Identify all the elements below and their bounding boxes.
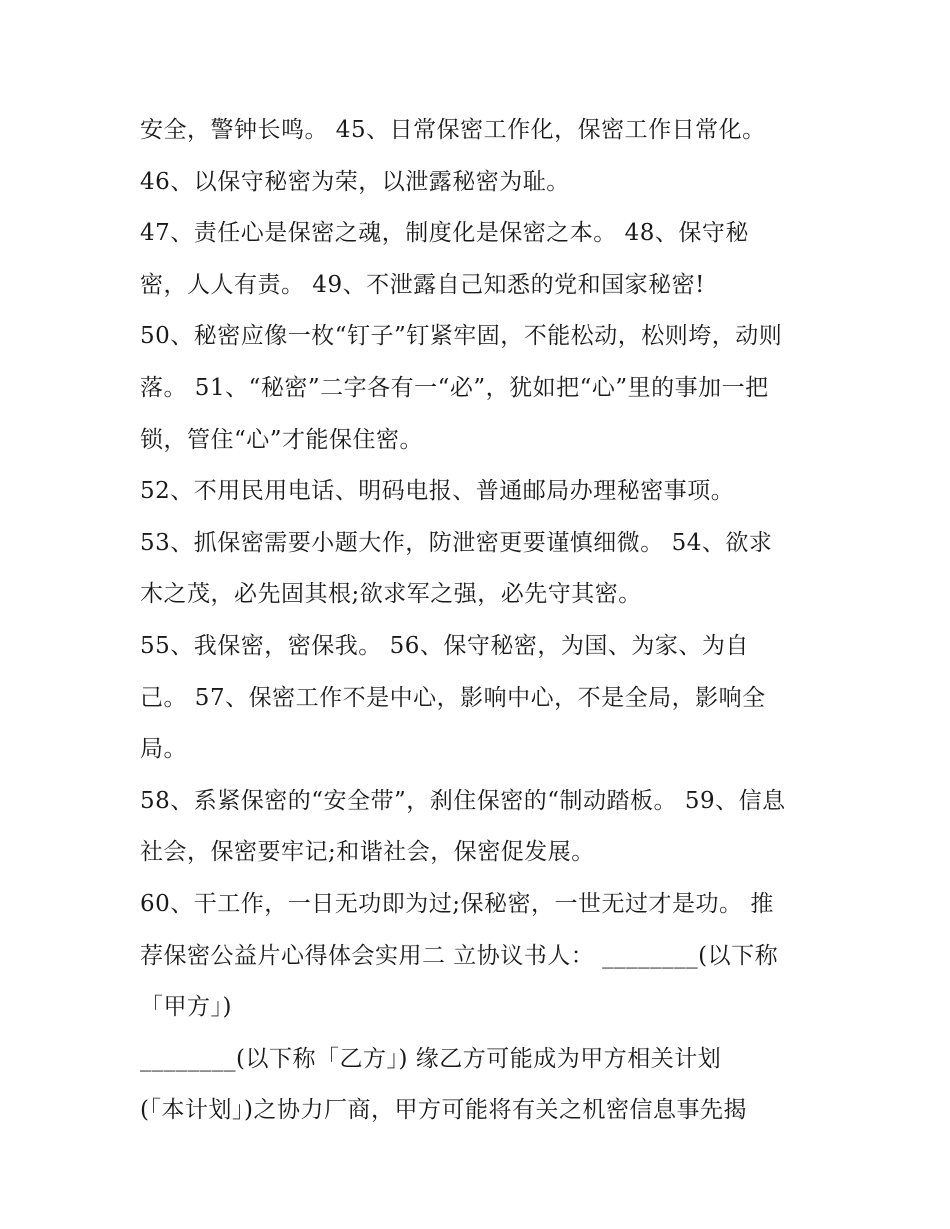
text-line: 社会，保密要牢记;和谐社会，保密促发展。 (140, 839, 595, 866)
text-line: 55、我保密，密保我。 56、保守秘密，为国、为家、为自 (140, 632, 749, 659)
text-line: 落。 51、“秘密”二字各有一“必”，犹如把“心”里的事加一把 (140, 374, 769, 401)
text-line: 局。 (140, 736, 187, 763)
text-line: 58、系紧保密的“安全带”，刹住保密的“制动踏板。 59、信息 (140, 787, 786, 814)
text-line: ________(以下称「乙方」) 缘乙方可能成为甲方相关计划 (140, 1045, 722, 1072)
text-line: 木之茂，必先固其根;欲求军之强，必先守其密。 (140, 581, 642, 608)
text-line: 己。 57、保密工作不是中心，影响中心，不是全局，影响全 (140, 684, 766, 711)
text-line: (「本计划」)之协力厂商，甲方可能将有关之机密信息事先揭 (140, 1097, 747, 1124)
text-line: 「甲方」) (140, 994, 232, 1021)
text-line: 荐保密公益片心得体会实用二 立协议书人： ________(以下称 (140, 942, 779, 969)
text-line: 安全，警钟长鸣。 45、日常保密工作化，保密工作日常化。 (140, 117, 766, 143)
text-line: 47、责任心是保密之魂，制度化是保密之本。 48、保守秘 (140, 220, 749, 247)
document-body (140, 107, 820, 1139)
text-line: 锁，管住“心”才能保住密。 (140, 426, 424, 453)
text-line: 52、不用民用电话、明码电报、普通邮局办理秘密事项。 (140, 478, 735, 505)
text-line: 密，人人有责。 49、不泄露自己知悉的党和国家秘密! (140, 271, 705, 298)
text-line: 50、秘密应像一枚“钉子”钉紧牢固，不能松动，松则垮，动则 (140, 323, 783, 350)
text-line: 46、以保守秘密为荣，以泄露秘密为耻。 (140, 168, 570, 195)
text-line: 53、抓保密需要小题大作，防泄密更要谨慎细微。 54、欲求 (140, 529, 773, 556)
text-line: 60、干工作，一日无功即为过;保秘密，一世无过才是功。 推 (140, 890, 774, 917)
